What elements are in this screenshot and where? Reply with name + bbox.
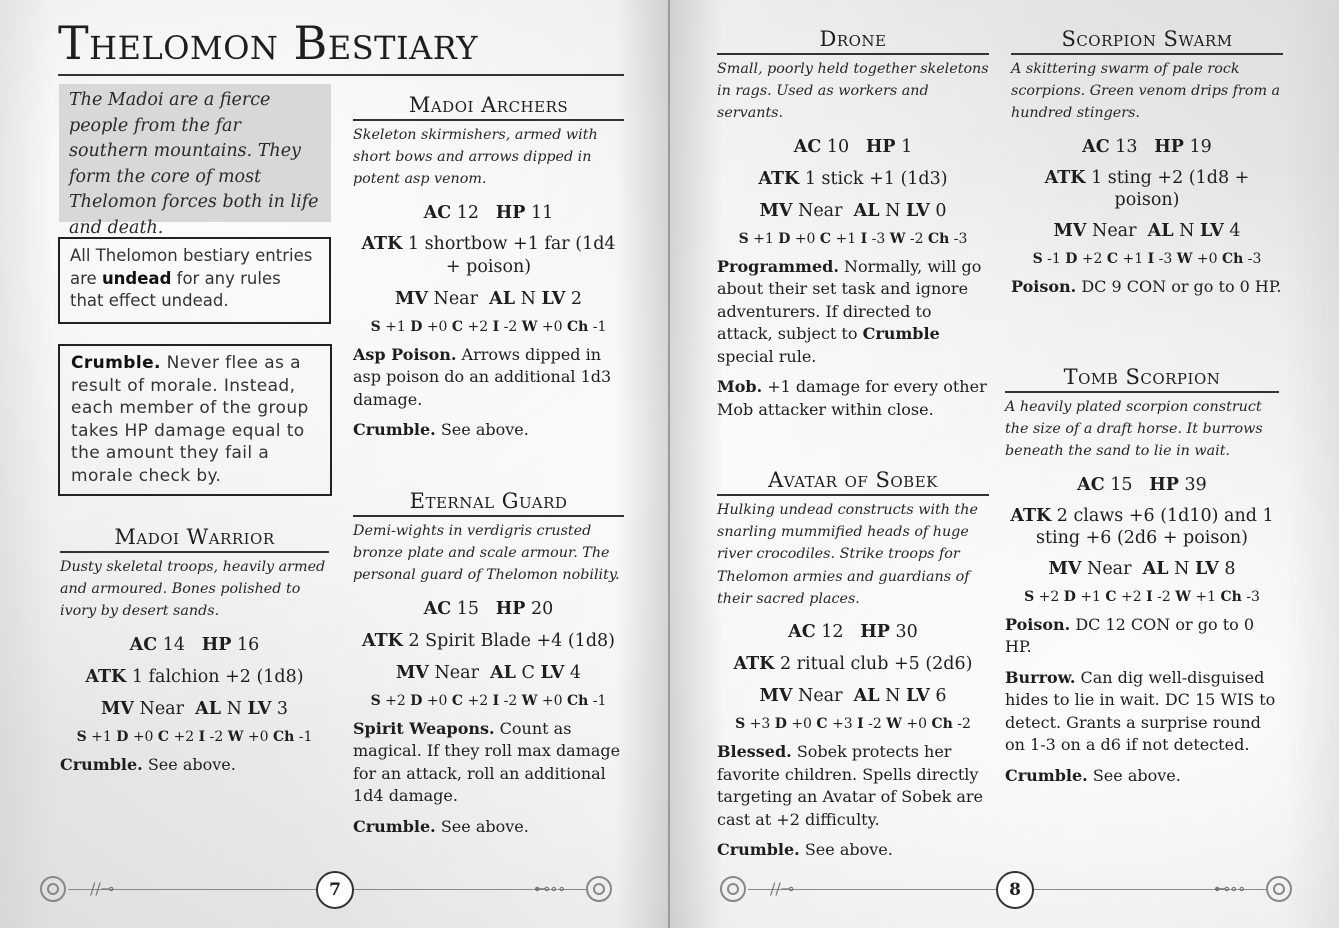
stat-ac-hp: AC 12 HP 30 [788,622,918,643]
stat-mv-al-lv: MV Near AL N LV 6 [759,686,947,707]
rule-crumble: Crumble. See above. [717,840,893,860]
entry-flavor: A heavily plated scorpion construct the size of a draft horse. It burrows beneath the sand to lie in wait. [1005,399,1263,460]
entry-title: Avatar of Sobek [717,467,989,496]
rule-crumble: Crumble. See above. [60,754,236,774]
entry-flavor: A skittering swarm of pale rock scorpions. Green venom drips from a hundred stingers. [1011,61,1281,122]
page-number-badge: 8 [996,871,1034,909]
note-text-end: for any rules that effect undead. [70,268,281,310]
rule-blessed: Blessed. Sobek protects her favorite children. Spells directly targeting an Avatar of Sobek are cast at +2 difficulty. [717,742,984,829]
note-text: All Thelomon bestiary entries are [70,246,313,288]
rule-crumble: Crumble. See above. [353,816,529,836]
note-bold: undead [101,268,172,288]
entry-title: Tomb Scorpion [1005,364,1279,393]
stat-atk: ATK 1 falchion +2 (1d8) [85,666,304,687]
entry-tomb-scorpion [1005,364,1279,787]
entry-flavor: Dusty skeletal troops, heavily armed and armoured. Bones polished to ivory by desert sands. [60,559,326,620]
flourish-ornament-icon: ⊷∘∘ [1214,879,1246,898]
stat-ac-hp: AC 12 HP 11 [423,202,554,223]
left-page [0,0,669,928]
crumble-title: Crumble. [71,353,161,373]
flourish-ornament-icon: //⊸ [770,879,795,898]
page-number-badge: 7 [316,871,354,909]
spiral-ornament-icon [1266,876,1292,902]
stat-mv-al-lv: MV Near AL N LV 0 [759,200,947,221]
entry-madoi-warrior [60,524,329,776]
entry-scorpion-swarm [1011,26,1283,298]
stat-abilities: S +1 D +0 C +1 I -3 W -2 Ch -3 [738,230,968,247]
stat-atk: ATK 2 Spirit Blade +4 (1d8) [362,630,615,651]
stat-ac-hp: AC 13 HP 19 [1082,136,1212,157]
rule-spirit-weapons: Spirit Weapons. Count as magical. If they roll max damage for an attack, roll an additional 1d4 damage. [353,718,621,806]
stat-abilities: S +2 D +1 C +2 I -2 W +1 Ch -3 [1024,588,1260,605]
entry-title: Drone [717,26,989,55]
stat-atk: ATK 2 ritual club +5 (2d6) [733,654,973,675]
entry-flavor: Skeleton skirmishers, armed with short bows and arrows dipped in potent asp venom. [353,127,598,188]
crumble-rule-box [58,344,332,496]
entry-title: Scorpion Swarm [1011,26,1283,55]
spiral-ornament-icon [720,876,746,902]
flourish-ornament-icon: //⊸ [90,879,115,898]
entry-flavor: Small, poorly held together skeletons in rags. Used as workers and servants. [717,61,989,122]
entry-title: Madoi Archers [353,92,624,121]
stat-ac-hp: AC 15 HP 20 [423,598,554,619]
stat-mv-al-lv: MV Near AL N LV 4 [1053,220,1241,241]
entry-flavor: Hulking undead constructs with the snarling mummified heads of huge river crocodiles. Strike troops for Thelomon armies and guardians of their sacred places. [717,502,978,607]
stat-mv-al-lv: MV Near AL N LV 2 [394,288,583,309]
stat-atk: ATK 1 shortbow +1 far (1d4 + poison) [361,233,616,277]
stat-abilities: S +1 D +0 C +2 I -2 W +0 Ch -1 [76,728,313,745]
stat-atk: ATK 1 stick +1 (1d3) [758,168,948,189]
entry-title: Eternal Guard [353,488,624,517]
stat-atk: ATK 1 sting +2 (1d8 + poison) [1044,167,1250,210]
rule-asp-poison: Asp Poison. Arrows dipped in asp poison do an additional 1d3 damage. [353,344,612,409]
entry-eternal-guard [353,488,624,838]
stat-ac-hp: AC 15 HP 39 [1077,474,1207,495]
stat-abilities: S -1 D +2 C +1 I -3 W +0 Ch -3 [1032,250,1262,267]
stat-ac-hp: AC 10 HP 1 [793,136,913,157]
crumble-text: Never flee as a result of morale. Instead, each member of the group takes HP damage equal to the amount they fail a morale check by. [71,353,309,486]
entry-title: Madoi Warrior [60,524,329,553]
right-page [670,0,1339,928]
undead-note-box [58,237,331,324]
stat-mv-al-lv: MV Near AL C LV 4 [395,662,582,683]
stat-abilities: S +2 D +0 C +2 I -2 W +0 Ch -1 [370,692,607,709]
entry-madoi-archers [353,92,624,442]
stat-abilities: S +3 D +0 C +3 I -2 W +0 Ch -2 [735,716,971,733]
stat-ac-hp: AC 14 HP 16 [129,634,260,655]
rule-poison: Poison. DC 12 CON or go to 0 HP. [1005,614,1255,657]
rule-burrow: Burrow. Can dig well-disguised hides to lie in wait. DC 15 WIS to detect. Grants a surprise round on 1-3 on a d6 if not detected. [1005,667,1276,755]
rule-crumble: Crumble. See above. [353,420,529,440]
rule-crumble: Crumble. See above. [1005,765,1181,785]
spiral-ornament-icon [40,876,66,902]
stat-atk: ATK 2 claws +6 (1d10) and 1 sting +6 (2d6 + poison) [1010,505,1274,548]
rule-mob: Mob. +1 damage for every other Mob attacker within close. [717,377,987,419]
entry-avatar-of-sobek [717,467,989,862]
intro-sidebar: The Madoi are a fierce people from the far southern mountains. They form the core of most Thelomon forces both in life and death. [59,84,331,222]
spiral-ornament-icon [586,876,612,902]
stat-abilities: S +1 D +0 C +2 I -2 W +0 Ch -1 [370,318,607,335]
rule-poison: Poison. DC 9 CON or go to 0 HP. [1011,276,1282,296]
stat-mv-al-lv: MV Near AL N LV 3 [100,698,289,719]
rule-programmed: Programmed. Normally, will go about their set task and ignore adventurers. If directed to attack, subject to Crumble special rule. [717,256,982,366]
entry-drone [717,26,989,421]
stat-mv-al-lv: MV Near AL N LV 8 [1048,558,1236,579]
page-title: Thelomon Bestiary [58,14,624,76]
flourish-ornament-icon: ⊷∘∘ [534,879,566,898]
entry-flavor: Demi-wights in verdigris crusted bronze plate and scale armour. The personal guard of Thelomon nobility. [353,523,620,584]
